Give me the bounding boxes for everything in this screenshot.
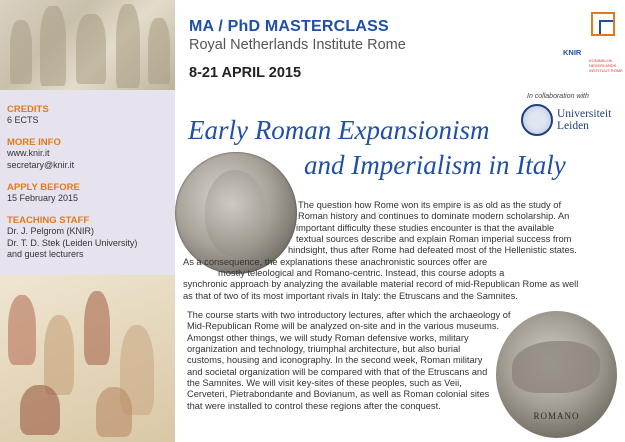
knir-logo [563, 12, 623, 78]
paragraph-line: important difficulty these studies encounter is that the available [296, 222, 555, 233]
paragraph-line: Cerveteri, Pietrabondante and Bovianum, as well as Roman colonial sites [187, 389, 490, 400]
leiden-seal-icon [521, 104, 553, 136]
knir-name: KNIR [563, 48, 582, 57]
institute-name: Royal Netherlands Institute Rome [189, 37, 406, 53]
more-info-heading: MORE INFO [7, 137, 61, 148]
paragraph-line: The question how Rome won its empire is as old as the study of [298, 200, 562, 210]
paragraph-line: hindsight, thus after Rome had defeated most of the Hellenistic states. [288, 245, 577, 256]
paragraph-line: textual sources describe and explain Roman imperial success from [296, 234, 572, 245]
credits-value: 6 ECTS [7, 115, 39, 125]
roman-relief-image [0, 0, 175, 90]
paragraph-line: As a consequence, the explanations these anachronistic sources offer are [183, 256, 488, 267]
credits-section [7, 104, 49, 127]
leiden-name-line: Leiden [557, 120, 589, 132]
paragraph-line: synchronic approach by analyzing the available material record of mid-Republican Rome as well [183, 279, 579, 290]
paragraph-line: customs, housing and iconography. In the second week, Roman military [187, 355, 483, 366]
program-paragraph [187, 310, 511, 412]
knir-subtitle: KONINKLIJK NEDERLANDS INSTITUUT ROME [589, 58, 623, 73]
intro-paragraph [0, 200, 625, 302]
coin-legend: ROMANO [533, 411, 580, 421]
staff-line: Dr. J. Pelgrom (KNIR) [7, 226, 95, 236]
course-title-line1: Early Roman Expansionism [188, 115, 490, 145]
leiden-logo [521, 104, 619, 138]
masterclass-title: MA / PhD MASTERCLASS [189, 18, 389, 35]
coin-wolf-image [496, 311, 617, 438]
paragraph-line: the Samnites. We will visit key-sites of these peoples, such as Veii, [187, 378, 462, 389]
credits-heading: CREDITS [7, 104, 49, 115]
she-wolf-icon [512, 341, 600, 393]
paragraph-line: Mid-Republican Rome will be analyzed on-site and in the various museums. [187, 321, 500, 332]
apply-heading: APPLY BEFORE [7, 182, 80, 193]
website-link[interactable]: www.knir.it [7, 148, 50, 158]
paragraph-line: and societal organization will be compared with that of the Etruscans and [187, 366, 488, 377]
paragraph-line: mostly teleological and Romano-centric. Instead, this course adopts a [218, 268, 505, 279]
paragraph-line: as that of two of its most important rivals in Italy: the Etruscans and the Samnites. [183, 290, 518, 301]
course-dates: 8-21 APRIL 2015 [189, 65, 302, 81]
leiden-name [557, 108, 611, 132]
staff-heading: TEACHING STAFF [7, 215, 90, 226]
staff-line: and guest lecturers [7, 249, 84, 259]
email-link[interactable]: secretary@knir.it [7, 159, 75, 170]
apply-deadline: 15 February 2015 [7, 193, 79, 203]
staff-line: Dr. T. D. Stek (Leiden University) [7, 237, 138, 248]
collaboration-label: In collaboration with [527, 93, 589, 100]
knir-emblem-icon [591, 12, 615, 36]
paragraph-line: that were installed to control these regions after the conquest. [187, 400, 441, 411]
paragraph-line: Roman history and continues to dominate modern scholarship. An [298, 211, 570, 222]
leiden-name-line: Universiteit [557, 108, 612, 120]
course-title-line2: and Imperialism in Italy [304, 150, 566, 180]
more-info-section [7, 137, 74, 171]
paragraph-line: The course starts with two introductory lectures, after which the archaeology of [187, 310, 511, 320]
paragraph-line: Amongst other things, we will study Roman defensive works, military [187, 332, 469, 343]
paragraph-line: organization and technology, triumphal architecture, but also burial [187, 344, 461, 355]
